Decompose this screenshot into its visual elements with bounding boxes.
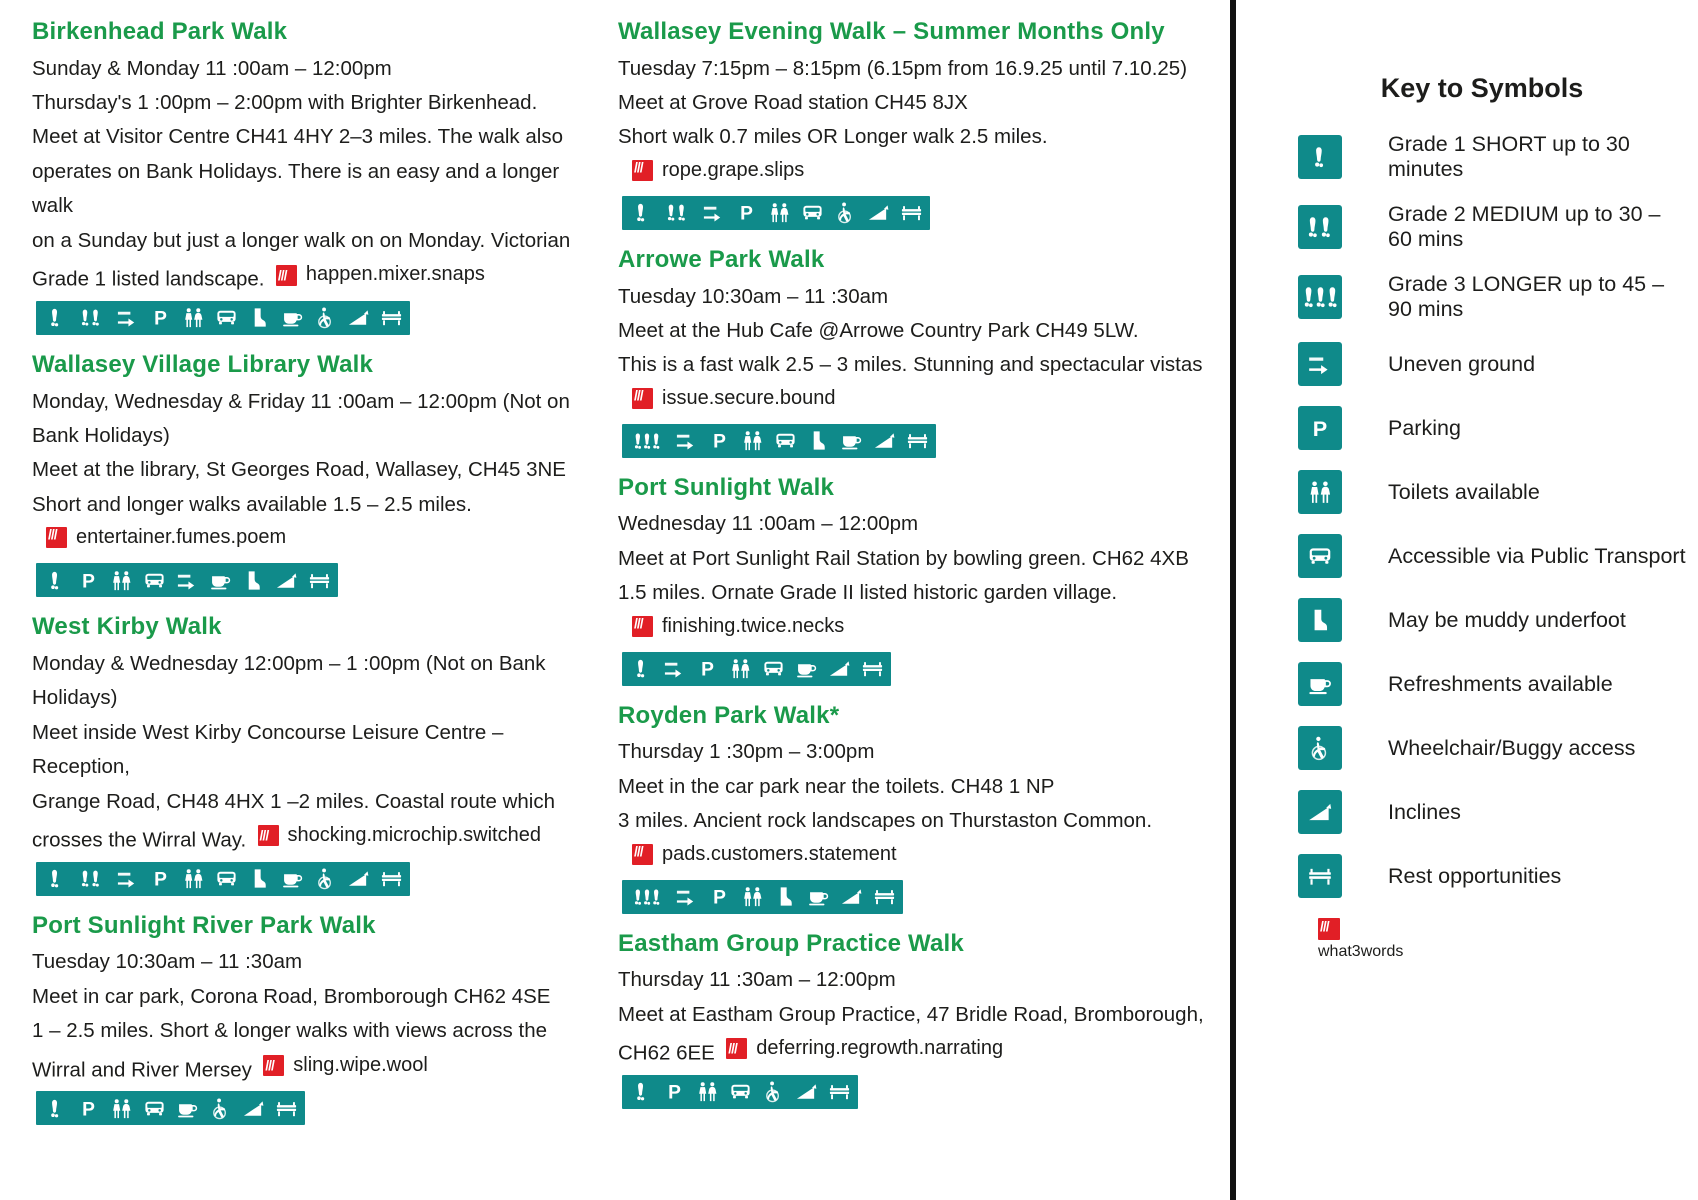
walk-detail-line: on a Sunday but just a longer walk on on Monday. Victorian [32, 228, 571, 252]
refreshments-icon [175, 1096, 199, 1120]
rest-icon [307, 568, 331, 592]
toilets-icon [109, 568, 133, 592]
inclines-icon [794, 1080, 818, 1104]
wheelchair-icon [761, 1080, 785, 1104]
parking-icon [695, 657, 719, 681]
walk-detail-line: Monday & Wednesday 12:00pm – 1 :00pm (Not on Bank [32, 651, 546, 675]
parking-icon [707, 429, 731, 453]
walk-detail-text: CH62 6EE [618, 1041, 715, 1065]
walk-detail-line: Thursday 1 :30pm – 3:00pm [618, 740, 875, 764]
what3words-label: what3words [1318, 943, 1404, 960]
walk-entry [618, 702, 1216, 916]
inclines-icon [866, 201, 890, 225]
walk-entry [618, 18, 1216, 232]
walk-title: West Kirby Walk [32, 613, 222, 641]
muddy-icon [241, 568, 265, 592]
walk-detail-line: operates on Bank Holidays. There is an easy and a longer walk [32, 159, 560, 218]
toilets-icon [767, 201, 791, 225]
column-middle [600, 0, 1230, 1200]
rest-icon [872, 885, 896, 909]
toilets-icon [1298, 470, 1342, 514]
symbol-strip [36, 1091, 305, 1125]
muddy-icon [806, 429, 830, 453]
svg-text:P: P [81, 1099, 95, 1120]
what3words-words: pads.customers.statement [662, 842, 897, 865]
symbol-strip [622, 880, 903, 914]
walk-detail-line: This is a fast walk 2.5 – 3 miles. Stunning and spectacular vistas [618, 353, 1203, 377]
key-label: Grade 3 LONGER up to 45 – 90 mins [1388, 272, 1665, 321]
what3words-address [726, 1032, 1003, 1066]
parking-icon [148, 867, 172, 891]
toilets-icon [181, 867, 205, 891]
inclines-icon [872, 429, 896, 453]
walk-detail-line: Meet at the Hub Cafe @Arrowe Country Park CH49 5LW. [618, 318, 1139, 342]
walk-entry [618, 246, 1216, 460]
uneven-icon [115, 306, 139, 330]
what3words-row [46, 526, 586, 553]
what3words-icon [726, 1038, 747, 1059]
what3words-words: deferring.regrowth.narrating [756, 1037, 1004, 1060]
rest-icon [827, 1080, 851, 1104]
walk-detail-line: Sunday & Monday 11 :00am – 12:00pm [32, 56, 392, 80]
walk-detail-line: 1.5 miles. Ornate Grade II listed historic garden village. [618, 581, 1118, 605]
walk-detail-line: Grange Road, CH48 4HX 1 –2 miles. Coastal route which [32, 789, 556, 813]
key-label: Accessible via Public Transport [1388, 543, 1686, 568]
what3words-words: issue.secure.bound [662, 386, 836, 409]
transport-icon [142, 568, 166, 592]
column-key [1236, 0, 1698, 1200]
what3words-icon [258, 825, 279, 846]
key-row [1276, 662, 1688, 706]
walk-entry [618, 930, 1216, 1111]
svg-text:P: P [81, 571, 95, 592]
walk-title: Wallasey Village Library Walk [32, 350, 374, 378]
uneven-icon [175, 568, 199, 592]
walk-detail-line: Meet at Visitor Centre CH41 4HY 2–3 miles. The walk also [32, 125, 563, 149]
walk-entry [32, 18, 586, 337]
what3words-icon [632, 160, 653, 181]
what3words-row [632, 615, 1216, 642]
what3words-words: entertainer.fumes.poem [76, 526, 287, 549]
toilets-icon [740, 885, 764, 909]
grade1-icon [43, 1096, 67, 1120]
transport-icon [214, 306, 238, 330]
grade2-icon [76, 306, 106, 330]
key-label: Wheelchair/Buggy access [1388, 735, 1636, 760]
inclines-icon [839, 885, 863, 909]
what3words-row [632, 843, 1216, 870]
key-row [1276, 534, 1688, 578]
key-row [1276, 726, 1688, 770]
symbol-strip [36, 862, 410, 896]
walk-detail-line [32, 258, 586, 297]
symbol-strip [622, 424, 936, 458]
uneven-icon [662, 657, 686, 681]
grade1-icon [629, 1080, 653, 1104]
grade1-icon [43, 867, 67, 891]
key-row [1276, 132, 1688, 182]
key-row [1276, 854, 1688, 898]
wheelchair-icon [313, 867, 337, 891]
transport-icon [800, 201, 824, 225]
grade2-icon [76, 867, 106, 891]
what3words-address [632, 615, 844, 638]
walk-entry [32, 351, 586, 599]
grade1-icon [1298, 135, 1342, 179]
refreshments-icon [208, 568, 232, 592]
walk-detail-line: Meet at the library, St Georges Road, Wallasey, CH45 3NE [32, 458, 566, 482]
what3words-footer [1318, 918, 1688, 961]
walk-detail-line: Bank Holidays) [32, 423, 170, 447]
grade3-icon [629, 885, 665, 909]
refreshments-icon [839, 429, 863, 453]
uneven-icon [701, 201, 725, 225]
inclines-icon [346, 867, 370, 891]
toilets-icon [728, 657, 752, 681]
walk-detail-line: 3 miles. Ancient rock landscapes on Thurstaston Common. [618, 809, 1153, 833]
what3words-icon [46, 527, 67, 548]
wheelchair-icon [313, 306, 337, 330]
parking-icon [707, 885, 731, 909]
walk-detail-line: Tuesday 10:30am – 11 :30am [32, 950, 303, 974]
transport-icon [773, 429, 797, 453]
parking-icon [1298, 406, 1342, 450]
transport-icon [142, 1096, 166, 1120]
symbol-strip [36, 563, 338, 597]
walk-detail-line: Meet inside West Kirby Concourse Leisure Centre – Reception, [32, 720, 504, 779]
key-label: May be muddy underfoot [1388, 607, 1626, 632]
symbol-strip [622, 196, 930, 230]
what3words-address [632, 387, 835, 410]
what3words-icon [632, 388, 653, 409]
walk-title: Port Sunlight River Park Walk [32, 911, 376, 939]
walk-detail-line [32, 819, 586, 858]
what3words-icon [1318, 918, 1340, 940]
what3words-icon [632, 616, 653, 637]
key-label: Rest opportunities [1388, 863, 1562, 888]
walk-detail-line: Meet at Eastham Group Practice, 47 Bridle Road, Bromborough, [618, 1002, 1204, 1026]
what3words-row [632, 159, 1216, 186]
svg-text:P: P [667, 1083, 681, 1104]
parking-icon [734, 201, 758, 225]
key-label: Refreshments available [1388, 671, 1613, 696]
key-label: Uneven ground [1388, 351, 1536, 376]
transport-icon [761, 657, 785, 681]
grade1-icon [629, 657, 653, 681]
walk-title: Eastham Group Practice Walk [618, 929, 964, 957]
walk-entry [32, 613, 586, 898]
walk-detail-text: Wirral and River Mersey [32, 1058, 252, 1082]
walk-detail-line: Thursday's 1 :00pm – 2:00pm with Brighter Birkenhead. [32, 91, 538, 115]
rest-icon [905, 429, 929, 453]
toilets-icon [695, 1080, 719, 1104]
muddy-icon [773, 885, 797, 909]
what3words-icon [276, 265, 297, 286]
wheelchair-icon [208, 1096, 232, 1120]
what3words-words: rope.grape.slips [662, 158, 805, 181]
transport-icon [214, 867, 238, 891]
what3words-address [632, 159, 804, 182]
walk-detail-line: Monday, Wednesday & Friday 11 :00am – 12:00pm (Not on [32, 389, 570, 413]
walk-detail-text: Grade 1 listed landscape. [32, 267, 265, 291]
grade2-icon [662, 201, 692, 225]
muddy-icon [247, 306, 271, 330]
uneven-icon [674, 429, 698, 453]
walk-title: Arrowe Park Walk [618, 245, 825, 273]
rest-icon [1298, 854, 1342, 898]
svg-text:P: P [153, 309, 167, 330]
symbol-strip [622, 652, 891, 686]
key-list [1276, 132, 1688, 898]
key-row [1276, 272, 1688, 322]
key-row [1276, 470, 1688, 514]
inclines-icon [241, 1096, 265, 1120]
walk-detail-line: 1 – 2.5 miles. Short & longer walks with views across the [32, 1019, 547, 1043]
walk-title: Birkenhead Park Walk [32, 18, 288, 45]
uneven-icon [674, 885, 698, 909]
svg-text:P: P [712, 887, 726, 909]
wheelchair-icon [1298, 726, 1342, 770]
refreshments-icon [794, 657, 818, 681]
key-row [1276, 202, 1688, 252]
walk-title: Royden Park Walk* [618, 701, 840, 729]
grade1-icon [43, 306, 67, 330]
inclines-icon [1298, 790, 1342, 834]
walk-entry [32, 912, 586, 1128]
muddy-icon [1298, 598, 1342, 642]
walk-detail-text: crosses the Wirral Way. [32, 828, 247, 852]
refreshments-icon [1298, 662, 1342, 706]
key-row [1276, 598, 1688, 642]
grade3-icon [1298, 275, 1342, 319]
parking-icon [662, 1080, 686, 1104]
symbol-strip [622, 1075, 858, 1109]
refreshments-icon [280, 867, 304, 891]
walk-detail-line: Meet at Grove Road station CH45 8JX [618, 91, 968, 115]
svg-text:P: P [1312, 416, 1328, 441]
what3words-words: finishing.twice.necks [662, 614, 845, 637]
what3words-words: sling.wipe.wool [293, 1053, 428, 1076]
uneven-icon [1298, 342, 1342, 386]
walk-title: Wallasey Evening Walk – Summer Months Only [618, 18, 1165, 45]
what3words-address [258, 819, 541, 853]
what3words-address [46, 526, 286, 549]
column-left [0, 0, 600, 1200]
key-row [1276, 342, 1688, 386]
walk-detail-line: Tuesday 10:30am – 11 :30am [618, 284, 889, 308]
inclines-icon [346, 306, 370, 330]
what3words-icon [263, 1055, 284, 1076]
toilets-icon [181, 306, 205, 330]
svg-text:P: P [739, 204, 753, 225]
what3words-address [276, 258, 485, 292]
parking-icon [76, 1096, 100, 1120]
what3words-row [632, 387, 1216, 414]
walk-detail-line: Wednesday 11 :00am – 12:00pm [618, 512, 919, 536]
key-label: Toilets available [1388, 479, 1540, 504]
walk-detail-line: Meet in car park, Corona Road, Bromborough CH62 4SE [32, 984, 551, 1008]
refreshments-icon [280, 306, 304, 330]
key-label: Inclines [1388, 799, 1461, 824]
key-title: Key to Symbols [1380, 73, 1584, 103]
toilets-icon [740, 429, 764, 453]
key-row [1276, 406, 1688, 450]
what3words-words: happen.mixer.snaps [305, 263, 485, 286]
walk-detail-line: Thursday 11 :30am – 12:00pm [618, 968, 896, 992]
svg-text:P: P [700, 659, 714, 681]
parking-icon [148, 306, 172, 330]
grade1-icon [43, 568, 67, 592]
what3words-icon [632, 844, 653, 865]
rest-icon [379, 867, 403, 891]
rest-icon [274, 1096, 298, 1120]
refreshments-icon [806, 885, 830, 909]
key-label: Grade 2 MEDIUM up to 30 – 60 mins [1388, 202, 1661, 251]
walk-detail-line: Meet at Port Sunlight Rail Station by bowling green. CH62 4XB [618, 546, 1189, 570]
inclines-icon [274, 568, 298, 592]
grade2-icon [1298, 205, 1342, 249]
walk-title: Port Sunlight Walk [618, 473, 835, 501]
transport-icon [1298, 534, 1342, 578]
rest-icon [860, 657, 884, 681]
what3words-words: shocking.microchip.switched [287, 824, 541, 847]
walk-entry [618, 474, 1216, 688]
walk-detail-line: Meet in the car park near the toilets. CH48 1 NP [618, 774, 1055, 798]
key-label: Parking [1388, 415, 1461, 440]
what3words-address [263, 1049, 428, 1083]
wheelchair-icon [833, 201, 857, 225]
uneven-icon [115, 867, 139, 891]
grade1-icon [629, 201, 653, 225]
svg-text:P: P [153, 870, 167, 891]
walk-detail-line: Holidays) [32, 686, 118, 710]
what3words-address [632, 843, 897, 866]
grade3-icon [629, 429, 665, 453]
parking-icon [76, 568, 100, 592]
walk-detail-line: Tuesday 7:15pm – 8:15pm (6.15pm from 16.9.25 until 7.10.25) [618, 56, 1188, 80]
walk-detail-line: Short walk 0.7 miles OR Longer walk 2.5 miles. [618, 125, 1048, 149]
walk-detail-line [618, 1032, 1216, 1071]
walk-detail-line: Short and longer walks available 1.5 – 2.5 miles. [32, 492, 472, 516]
key-label: Grade 1 SHORT up to 30 minutes [1388, 132, 1630, 181]
toilets-icon [109, 1096, 133, 1120]
walk-detail-line [32, 1049, 586, 1088]
svg-text:P: P [712, 432, 726, 453]
transport-icon [728, 1080, 752, 1104]
muddy-icon [247, 867, 271, 891]
inclines-icon [827, 657, 851, 681]
symbol-strip [36, 301, 410, 335]
rest-icon [379, 306, 403, 330]
rest-icon [899, 201, 923, 225]
key-row [1276, 790, 1688, 834]
